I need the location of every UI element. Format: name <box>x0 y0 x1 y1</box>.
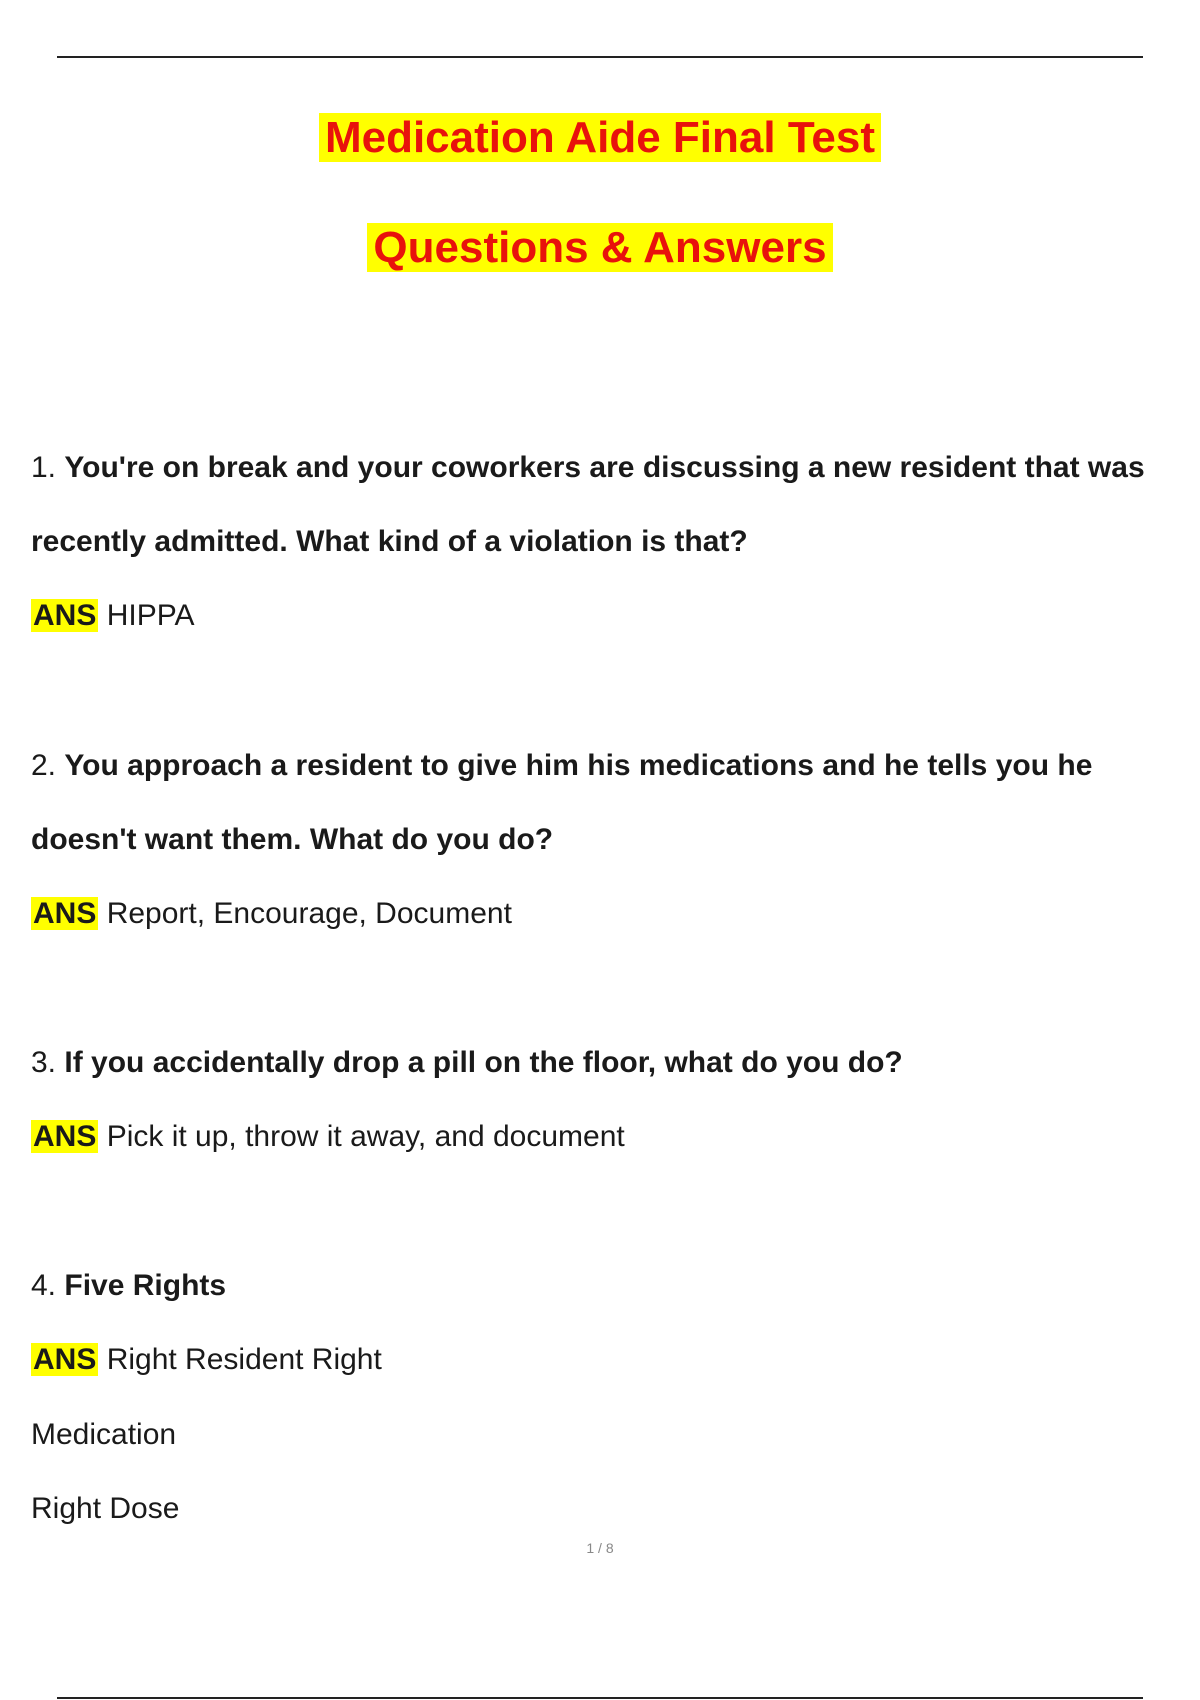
document-subtitle <box>0 220 1200 276</box>
answer-text: HIPPA <box>106 599 195 632</box>
answer-text: Pick it up, throw it away, and document <box>106 1120 625 1153</box>
answer-label: ANS <box>33 599 97 632</box>
answer-text: Right Resident Right <box>106 1343 382 1376</box>
question-text: If you accidentally drop a pill on the floor, what do you do? <box>64 1046 903 1079</box>
answer-2 <box>31 894 512 934</box>
answer-label: ANS <box>33 1343 97 1376</box>
title-line-1: Medication Aide Final Test <box>319 113 881 162</box>
answer-1 <box>31 596 195 636</box>
page-number: 1 / 8 <box>586 1540 614 1556</box>
question-text: You're on break and your coworkers are discussing a new resident that was <box>64 451 1145 484</box>
document-title <box>0 110 1200 166</box>
answer-4-line-3: Right Dose <box>31 1492 180 1525</box>
answer-label: ANS <box>33 1120 97 1153</box>
answer-3 <box>31 1117 625 1157</box>
question-3-line-1 <box>31 1043 903 1083</box>
top-rule <box>57 56 1143 58</box>
question-text: Five Rights <box>64 1269 227 1302</box>
question-1-line-2: recently admitted. What kind of a violation is that? <box>31 525 748 558</box>
question-number: 1. <box>31 451 57 484</box>
question-text: You approach a resident to give him his medications and he tells you he <box>64 749 1093 782</box>
question-number: 3. <box>31 1046 57 1079</box>
bottom-rule <box>57 1697 1143 1699</box>
question-number: 2. <box>31 749 57 782</box>
question-2-line-1 <box>31 746 1092 786</box>
title-line-2: Questions & Answers <box>367 223 832 272</box>
answer-4-line-2: Medication <box>31 1418 177 1451</box>
answer-text: Report, Encourage, Document <box>106 897 512 930</box>
answer-label: ANS <box>33 897 97 930</box>
question-number: 4. <box>31 1269 57 1302</box>
question-4-line-1 <box>31 1266 226 1306</box>
answer-4 <box>31 1340 382 1380</box>
question-2-line-2: doesn't want them. What do you do? <box>31 823 554 856</box>
question-1-line-1 <box>31 448 1145 488</box>
